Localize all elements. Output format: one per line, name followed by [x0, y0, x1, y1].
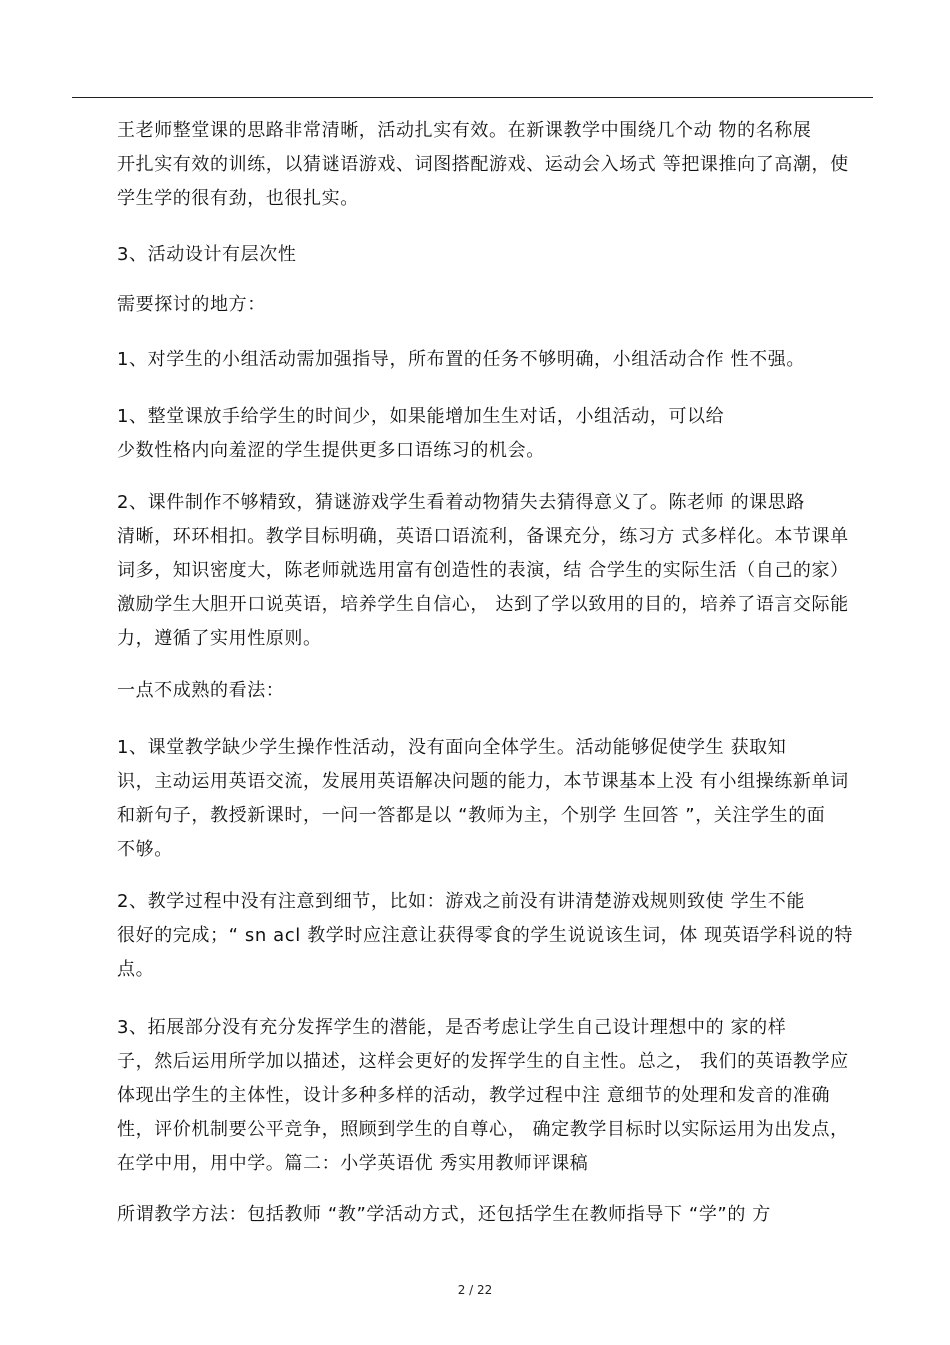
- text-line: 识，主动运用英语交流，发展用英语解决问题的能力，本节课基本上没 有小组操练新单词: [117, 771, 849, 792]
- page-number: 2 / 22: [457, 1283, 493, 1297]
- paragraph-2: [72, 238, 862, 272]
- text-line: 一点不成熟的看法：: [117, 680, 285, 701]
- paragraph-4: [72, 343, 862, 377]
- paragraph-5: [72, 400, 862, 468]
- text-line: 所谓教学方法：包括教师 “教”学活动方式，还包括学生在教师指导下 “学”的 方: [117, 1204, 771, 1225]
- text-line: 和新句子，教授新课时，一问一答都是以 “教师为主，个别学 生回答 ”，关注学生的面: [117, 805, 826, 826]
- paragraph-7: [72, 674, 862, 708]
- text-line: 很好的完成；“ sn acl 教学时应注意让获得零食的学生说说该生词，体 现英语学科说的特: [117, 925, 853, 946]
- text-line: 1、课堂教学缺少学生操作性活动，没有面向全体学生。活动能够促使学生 获取知: [117, 737, 787, 758]
- text-line: 3、拓展部分没有充分发挥学生的潜能，是否考虑让学生自己设计理想中的 家的样: [117, 1017, 787, 1038]
- paragraph-11: [72, 1198, 862, 1232]
- text-line: 2、教学过程中没有注意到细节，比如：游戏之前没有讲清楚游戏规则致使 学生不能: [117, 891, 805, 912]
- text-line: 清晰，环环相扣。教学目标明确，英语口语流利，备课充分，练习方 式多样化。本节课单: [117, 526, 849, 547]
- text-line: 力，遵循了实用性原则。: [117, 628, 322, 649]
- paragraph-6: [72, 486, 862, 656]
- text-line: 性，评价机制要公平竞争，照顾到学生的自尊心， 确定教学目标时以实际运用为出发点，: [117, 1119, 849, 1140]
- text-line: 学生学的很有劲，也很扎实。: [117, 188, 359, 209]
- text-line: 点。: [117, 959, 155, 980]
- text-line: 子，然后运用所学加以描述，这样会更好的发挥学生的自主性。总之， 我们的英语教学应: [117, 1051, 849, 1072]
- text-line: 需要探讨的地方：: [117, 294, 266, 315]
- text-line: 少数性格内向羞涩的学生提供更多口语练习的机会。: [117, 440, 545, 461]
- text-line: 体现出学生的主体性，设计多种多样的活动，教学过程中注 意细节的处理和发音的准确: [117, 1085, 831, 1106]
- text-line: 1、对学生的小组活动需加强指导，所布置的任务不够明确，小组活动合作 性不强。: [117, 349, 805, 370]
- text-line: 词多，知识密度大，陈老师就选用富有创造性的表演，结 合学生的实际生活（自己的家）: [117, 560, 849, 581]
- header-rule: [72, 97, 873, 98]
- paragraph-3: [72, 288, 862, 322]
- paragraph-10: [72, 1011, 862, 1181]
- text-line: 王老师整堂课的思路非常清晰，活动扎实有效。在新课教学中围绕几个动 物的名称展: [117, 120, 812, 141]
- text-line: 3、活动设计有层次性: [117, 244, 297, 265]
- text-line: 不够。: [117, 839, 173, 860]
- text-line: 激励学生大胆开口说英语，培养学生自信心， 达到了学以致用的目的，培养了语言交际能: [117, 594, 849, 615]
- paragraph-9: [72, 885, 862, 987]
- text-line: 在学中用，用中学。篇二：小学英语优 秀实用教师评课稿: [117, 1153, 589, 1174]
- paragraph-1: [72, 114, 862, 216]
- text-line: 2、课件制作不够精致，猜谜游戏学生看着动物猜失去猜得意义了。陈老师 的课思路: [117, 492, 805, 513]
- text-line: 1、整堂课放手给学生的时间少，如果能增加生生对话，小组活动，可以给: [117, 406, 725, 427]
- text-line: 开扎实有效的训练，以猜谜语游戏、词图搭配游戏、运动会入场式 等把课推向了高潮，使: [117, 154, 849, 175]
- paragraph-8: [72, 731, 862, 867]
